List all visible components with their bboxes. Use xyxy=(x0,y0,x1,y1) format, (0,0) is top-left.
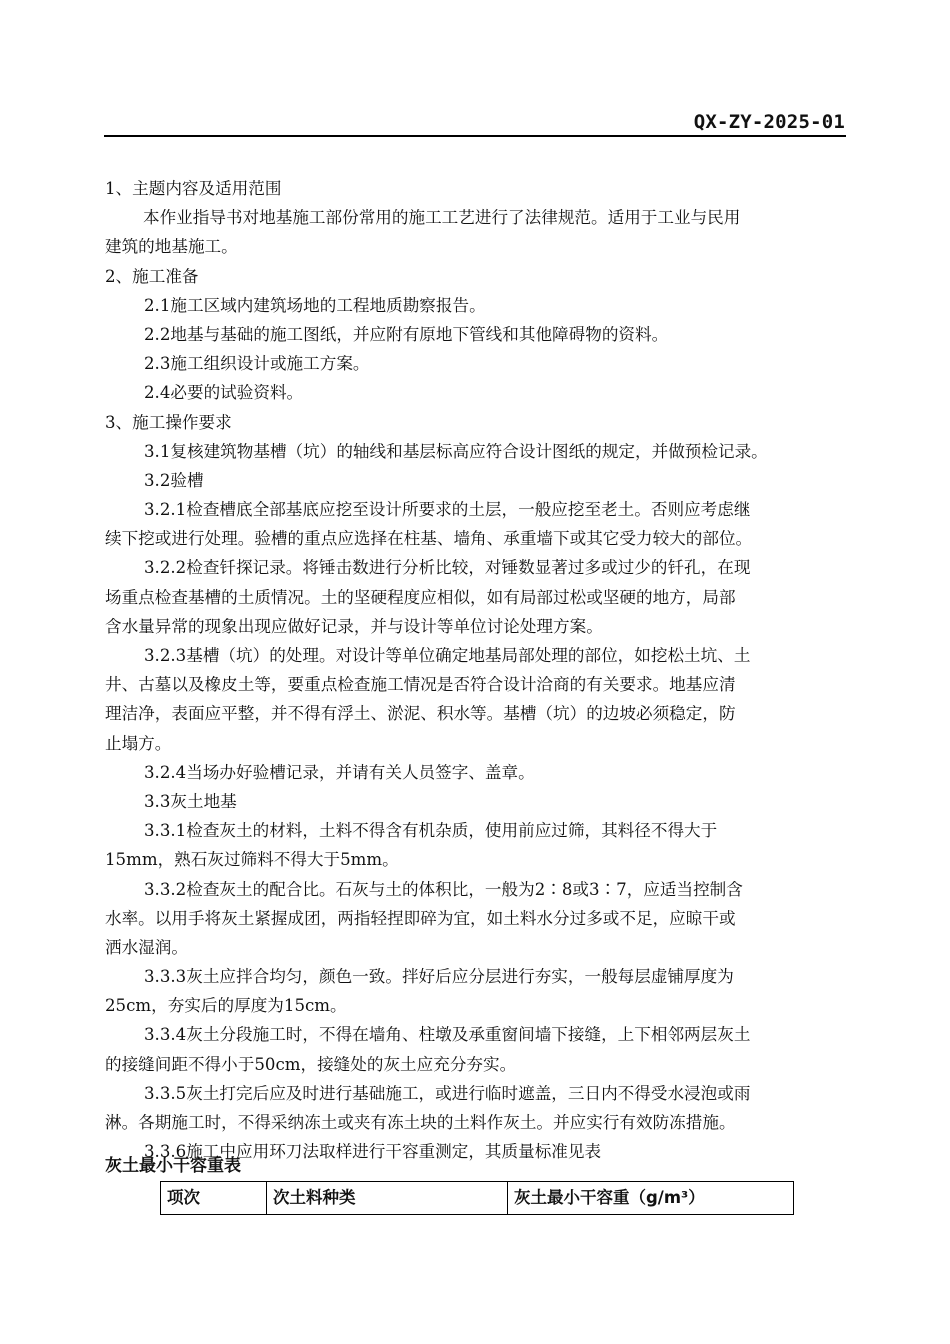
text-line: 3、施工操作要求 xyxy=(105,412,232,432)
text-line: 井、古墓以及橡皮土等，要重点检查施工情况是否符合设计洽商的有关要求。地基应清 xyxy=(105,675,736,695)
text-line: 3.3.6施工中应用环刀法取样进行干容重测定，其质量标准见表 xyxy=(144,1142,602,1162)
text-line: 3.3.4灰土分段施工时，不得在墙角、柱墩及承重窗间墙下接缝，上下相邻两层灰土 xyxy=(144,1025,751,1045)
text-line: 建筑的地基施工。 xyxy=(105,237,238,257)
text-line: 本作业指导书对地基施工部份常用的施工工艺进行了法律规范。适用于工业与民用 xyxy=(143,208,741,228)
document-code: QX-ZY-2025-01 xyxy=(693,111,845,133)
text-line: 3.1复核建筑物基槽（坑）的轴线和基层标高应符合设计图纸的规定，并做预检记录。 xyxy=(144,441,768,461)
text-line: 15mm，熟石灰过筛料不得大于5mm。 xyxy=(105,850,399,870)
text-line: 止塌方。 xyxy=(105,733,172,753)
text-line: 3.2.1检查槽底全部基底应挖至设计所要求的土层，一般应挖至老土。否则应考虑继 xyxy=(144,500,751,520)
text-line: 场重点检查基槽的土质情况。土的坚硬程度应相似，如有局部过松或坚硬的地方，局部 xyxy=(105,587,736,607)
text-line: 3.3.5灰土打完后应及时进行基础施工，或进行临时遮盖，三日内不得受水浸泡或雨 xyxy=(144,1083,751,1103)
text-line: 25cm，夯实后的厚度为15cm。 xyxy=(105,996,347,1016)
table-title: 灰土最小干容重表 xyxy=(105,1156,241,1176)
text-line: 洒水湿润。 xyxy=(105,937,188,957)
document-body xyxy=(105,174,865,1166)
text-line: 2.2地基与基础的施工图纸，并应附有原地下管线和其他障碍物的资料。 xyxy=(144,324,669,344)
table-header-cell: 次土料种类 xyxy=(267,1182,508,1215)
text-line: 3.3.2检查灰土的配合比。石灰与土的体积比，一般为2∶8或3∶7，应适当控制含 xyxy=(144,879,743,899)
text-line: 3.3.3灰土应拌合均匀，颜色一致。拌好后应分层进行夯实，一般每层虚铺厚度为 xyxy=(144,967,734,987)
text-line: 1、主题内容及适用范围 xyxy=(105,179,282,198)
text-line: 2、施工准备 xyxy=(105,266,199,286)
text-line: 3.2.4当场办好验槽记录，并请有关人员签字、盖章。 xyxy=(144,762,535,782)
text-line: 2.3施工组织设计或施工方案。 xyxy=(144,354,370,374)
table-header-row xyxy=(161,1182,794,1215)
text-line: 续下挖或进行处理。验槽的重点应选择在柱基、墙角、承重墙下或其它受力较大的部位。 xyxy=(105,529,753,549)
text-line: 3.3.1检查灰土的材料，土料不得含有机杂质，使用前应过筛，其料径不得大于 xyxy=(144,821,718,841)
text-line: 3.2.2检查钎探记录。将锤击数进行分析比较，对锤数显著过多或过少的钎孔，在现 xyxy=(144,558,751,578)
text-line: 的接缝间距不得小于50cm，接缝处的灰土应充分夯实。 xyxy=(105,1054,517,1074)
text-line: 水率。以用手将灰土紧握成团，两指轻捏即碎为宜，如土料水分过多或不足，应晾干或 xyxy=(105,908,736,928)
text-line: 理洁净，表面应平整，并不得有浮土、淤泥、积水等。基槽（坑）的边坡必须稳定，防 xyxy=(105,704,736,724)
table-header-cell: 项次 xyxy=(161,1182,267,1215)
text-line: 2.1施工区域内建筑场地的工程地质勘察报告。 xyxy=(144,295,486,315)
text-line: 2.4必要的试验资料。 xyxy=(144,383,304,403)
text-line: 淋。各期施工时，不得采纳冻土或夹有冻土块的土料作灰土。并应实行有效防冻措施。 xyxy=(105,1113,736,1132)
text-line: 3.2.3基槽（坑）的处理。对设计等单位确定地基局部处理的部位，如挖松土坑、土 xyxy=(144,646,751,665)
text-line: 含水量异常的现象出现应做好记录，并与设计等单位讨论处理方案。 xyxy=(105,616,603,636)
text-line: 3.2验槽 xyxy=(144,470,204,490)
header-rule xyxy=(104,135,846,137)
density-table xyxy=(160,1181,794,1215)
table-header-cell: 灰土最小干容重（g/m³） xyxy=(508,1182,794,1215)
text-line: 3.3灰土地基 xyxy=(144,791,237,811)
